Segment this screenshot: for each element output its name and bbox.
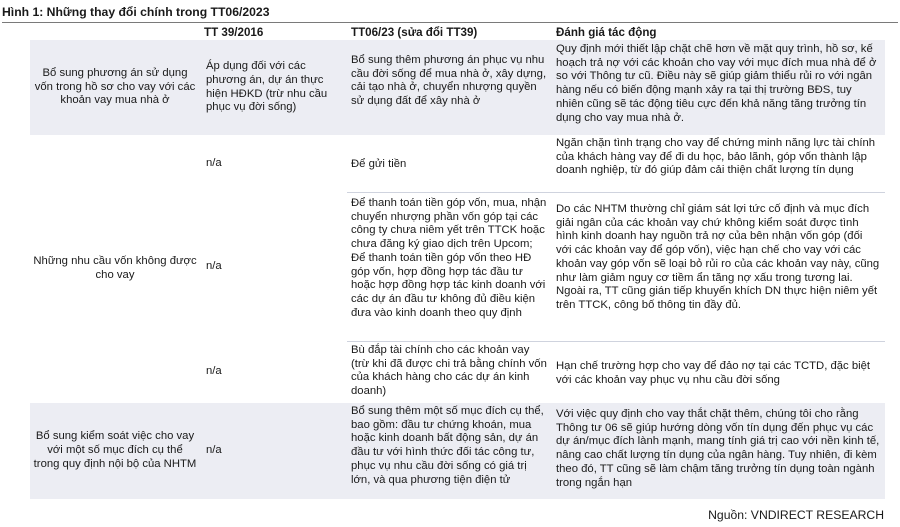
- row2-impact: Ngăn chặn tình trạng cho vay để chứng minh năng lực tài chính của khách hàng vay để đi du học, bảo lãnh, góp vốn thành lập doanh nghiệp, từ đó giúp đảm cải thiện chất lượng tín dụng: [556, 137, 876, 177]
- group-label-nonlendable: Những nhu cầu vốn không được cho vay: [33, 255, 197, 281]
- row4-tt06: Bù đắp tài chính cho các khoản vay (trừ khi đã được chi trả bằng chính vốn của khách hàng cho các dự án kinh doanh): [347, 341, 552, 403]
- row5-label: Bổ sung kiểm soát việc cho vay với một số mục đích cụ thể trong quy định nội bộ của NHTM: [30, 403, 200, 499]
- row5-tt39: n/a: [200, 403, 347, 499]
- row1-tt39: Áp dụng đối với các phương án, dự án thực hiện HĐKD (trừ nhu cầu phục vụ đời sống): [200, 40, 347, 135]
- table-caption: Hình 1: Những thay đổi chính trong TT06/2023: [2, 2, 898, 23]
- header-tt06: TT06/23 (sửa đổi TT39): [351, 26, 478, 39]
- header-impact: Đánh giá tác động: [556, 26, 657, 39]
- row2-tt06: Để gửi tiền: [351, 157, 407, 170]
- source-note: Nguồn: VNDIRECT RESEARCH: [708, 508, 884, 522]
- row3-tt39: n/a: [206, 259, 222, 272]
- header-tt39: TT 39/2016: [204, 26, 264, 39]
- row5-tt06: Bổ sung thêm một số mục đích cụ thể, bao gồm: đầu tư chứng khoán, mua hoặc kinh doanh bất động sản, dự án đầu tư với hình thức đối tác công tư, phục vụ nhu cầu đời sống có giá trị lớn, và qua phương tiện điện tử: [347, 403, 552, 499]
- row3-impact: Do các NHTM thường chỉ giám sát lợi tức cố định và mục đích giải ngân của các khoản vay chứ không kiểm soát được tình hình kinh doanh hay nguồn trả nợ của bên nhận vốn góp (đối với các khoản vay để góp vốn), việc hạn chế cho vay với các khoản vay góp vốn sẽ loại bỏ rủi ro của các khoản vay này, cũng như làm giảm nguy cơ tiềm ẩn tăng nợ xấu trong tương lai. Ngoài ra, TT cũng gián tiếp khuyến khích DN thực hiện niêm yết trên TTCK, công bố thông tin đầy đủ.: [552, 192, 885, 341]
- row3-tt06: Để thanh toán tiền góp vốn, mua, nhận chuyển nhượng phần vốn góp tại các công ty chưa niêm yết trên TTCK hoặc chưa đăng ký giao dịch trên Upcom; Để thanh toán tiền góp vốn theo HĐ góp vốn, hợp đồng hợp tác đầu tư hoặc hợp đồng hợp tác kinh doanh với các dự án đầu tư không đủ điều kiện đưa vào kinh doanh theo quy định: [347, 192, 552, 341]
- header-empty: [30, 24, 200, 40]
- row4-tt39: n/a: [206, 365, 222, 378]
- row1-impact: Quy định mới thiết lập chặt chẽ hơn về mặt quy trình, hồ sơ, kế hoạch trả nợ với các khoản cho vay với mục đích mua nhà để ở so với Thông tư cũ. Điều này sẽ giúp giảm thiểu rủi ro với ngân hàng nếu có biến động mạnh xảy ra tại thị trường BĐS, tuy nhiên cũng sẽ tác động tiêu cực đến khả năng tăng trưởng tín dụng cho vay mua nhà ở.: [552, 40, 885, 135]
- row5-impact: Với việc quy định cho vay thắt chặt thêm, chúng tôi cho rằng Thông tư 06 sẽ giúp hướng dòng vốn tín dụng đến phục vụ các dự án/mục đích lành mạnh, mang tính giá trị cao với nền kinh tế, nâng cao chất lượng tín dụng của ngân hàng. Tuy nhiên, đi kèm theo đó, TT cũng sẽ làm chậm tăng trưởng tín dụng toàn ngành trong ngắn hạn: [552, 403, 885, 499]
- row1-label: Bổ sung phương án sử dụng vốn trong hồ sơ cho vay với các khoản vay mua nhà ở: [30, 40, 200, 135]
- row4-impact: Hạn chế trường hợp cho vay để đảo nợ tại các TCTD, đặc biệt với các khoản vay phục vụ nhu cầu đời sống: [552, 341, 885, 403]
- row2-tt39: n/a: [206, 156, 222, 169]
- row1-tt06: Bổ sung thêm phương án phục vụ nhu cầu đời sống để mua nhà ở, xây dựng, cải tạo nhà ở, chuyển nhượng quyền sử dụng đất để xây nhà ở: [347, 40, 552, 135]
- changes-table: [30, 24, 885, 499]
